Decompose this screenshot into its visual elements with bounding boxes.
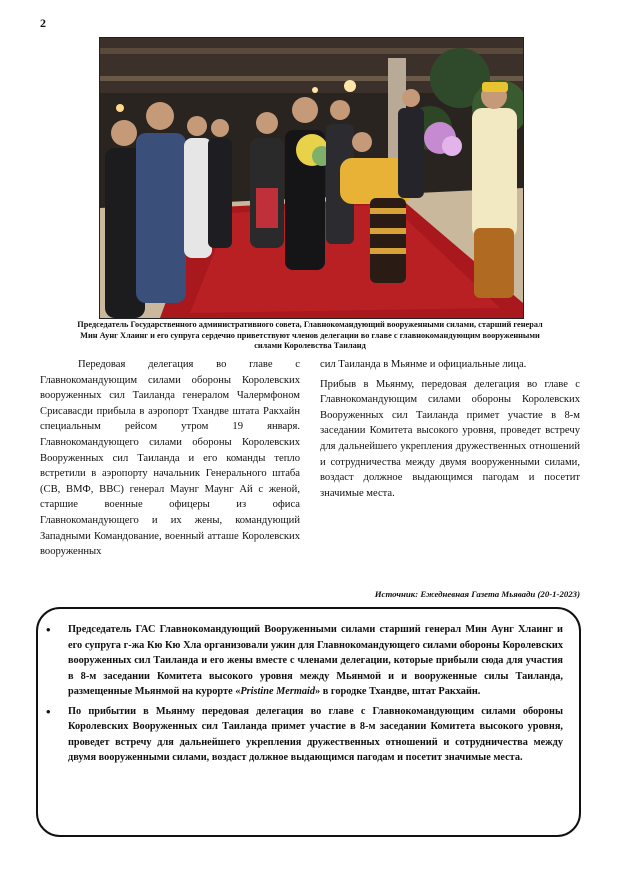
article-left-column [40,357,300,560]
bullet-icon: • [46,622,51,637]
article-right-column [320,357,580,501]
summary-item-text: Председатель ГАС Главнокомандующий Вооруженными силами старший генерал Мин Аунг Хлаинг и его супруга г-жа Кю Кю Хла организовали ужин для Главнокомандующего силами обороны Королевских вооруженных сил Таиланда и его жены вместе с членами делегации, которые прибыли сюда для участия в 8-м заседании Комитета высокого уровня между Мьянмой и и вооруженные силы Таиланда, размещенные Мьянмой на курорте « [68,624,563,697]
summary-item-text: По прибытии в Мьянму передовая делегация во главе с Главнокомандующим силами обороны Королевских Вооруженных сил Таиланда примет участие в 8-м заседании Комитета высокого уровня, проведет встречу для дальнейшего укрепления дружественных отношений и сотрудничества между двумя вооруженными силами, воздаст должное выдающимся пагодам и посетит значимые места. [68,705,563,763]
summary-item [46,703,563,766]
bullet-icon: • [46,703,51,719]
article-source: Источник: Ежедневная Газета Мьявади (20-1-2023) [374,589,580,599]
summary-item [46,622,563,700]
article-paragraph: Передовая делегация во главе с Главнокомандующим силами обороны Королевских вооруженных сил Таиланда генералом Чалермфоном Срисавасди прибыла в аэропорт Тхандве штата Ракхайн специальным рейсом утром 19 января. Главнокомандующего силами обороны Королевских Вооруженных сил Таиланда и его команды тепло встретили в аэропорту начальник Генерального штаба (СВ, ВМФ, ВВС) генерал Маунг Маунг Ай с женой, старшие военные офицеры из офиса Главнокомандующего и их жены, командующий Западными Командование, военный атташе Королевских вооруженных [40,359,300,558]
photo-caption: Председатель Государственного административного совета, Главнокомандующий вооруженными силами, старший генерал Мин Аунг Хлаинг и его супруга сердечно приветствуют членов делегации во главе с главнокомандующим вооруженными силами Королевства Таиланд [77,320,543,350]
summary-list [46,622,563,766]
summary-item-text: » в городке Тхандве, штат Ракхайн. [315,686,481,697]
article-paragraph: Прибыв в Мьянму, передовая делегация во главе с Главнокомандующим силами обороны Королевских Вооруженных сил Таиланда примет участие в 8-м заседании Комитета высокого уровня, проведет встречу для дальнейшего укрепления дружественных отношений и сотрудничества между двумя вооруженными силами, воздаст должное выдающимся пагодам и посетит значимые места. [320,378,580,499]
article-continuation: сил Таиланда в Мьянме и официальные лица. [320,359,527,370]
summary-box [36,607,581,837]
page-number: 2 [40,16,46,30]
welcome-photo [99,37,524,319]
resort-name: Pristine Mermaid [240,686,316,697]
